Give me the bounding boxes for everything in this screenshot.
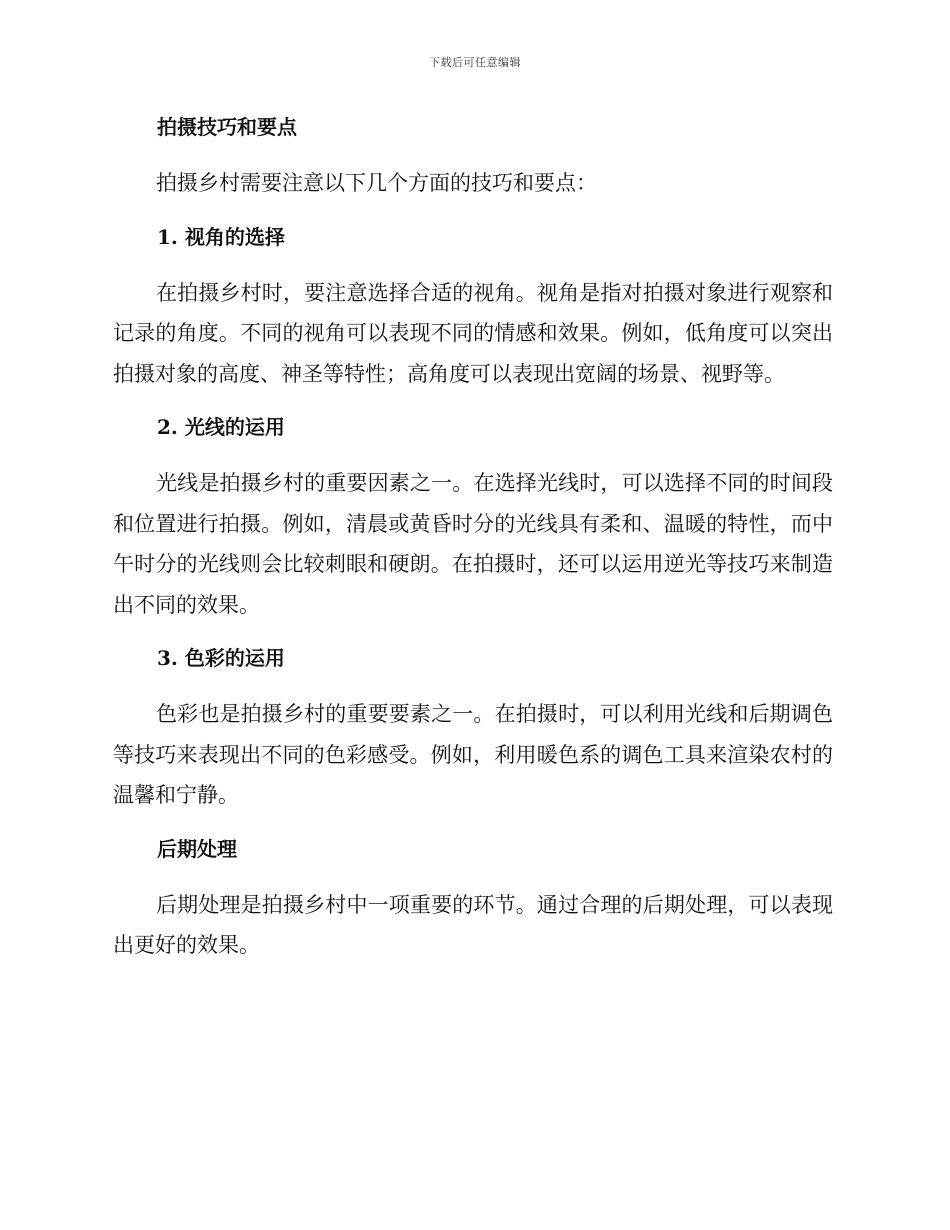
paragraph-lighting: 光线是拍摄乡村的重要因素之一。在选择光线时，可以选择不同的时间段和位置进行拍摄。例如，清晨或黄昏时分的光线具有柔和、温暖的特性，而中午时分的光线则会比较刺眼和硬朗。在拍摄时，还可以运用逆光等技巧来制造出不同的效果。 bbox=[113, 471, 833, 617]
paragraph-color: 色彩也是拍摄乡村的重要要素之一。在拍摄时，可以利用光线和后期调色等技巧来表现出不同的色彩感受。例如，利用暖色系的调色工具来渲染农村的温馨和宁静。 bbox=[113, 702, 833, 807]
section-heading-shooting-tips: 拍摄技巧和要点 bbox=[157, 115, 297, 139]
section-heading-color: 3. 色彩的运用 bbox=[157, 646, 285, 670]
paragraph-intro: 拍摄乡村需要注意以下几个方面的技巧和要点： bbox=[156, 171, 597, 195]
page-header: 下载后可任意编辑 bbox=[429, 56, 521, 69]
section-heading-perspective: 1. 视角的选择 bbox=[157, 224, 285, 249]
paragraph-perspective: 在拍摄乡村时，要注意选择合适的视角。视角是指对拍摄对象进行观察和记录的角度。不同的视角可以表现不同的情感和效果。例如，低角度可以突出拍摄对象的高度、神圣等特性；高角度可以表现出宽阔的场景、视野等。 bbox=[113, 280, 833, 386]
section-heading-lighting: 2. 光线的运用 bbox=[157, 415, 285, 439]
section-heading-post-processing: 后期处理 bbox=[157, 836, 237, 861]
paragraph-post-processing: 后期处理是拍摄乡村中一项重要的环节。通过合理的后期处理，可以表现出更好的效果。 bbox=[113, 892, 833, 957]
document-body bbox=[113, 108, 833, 980]
